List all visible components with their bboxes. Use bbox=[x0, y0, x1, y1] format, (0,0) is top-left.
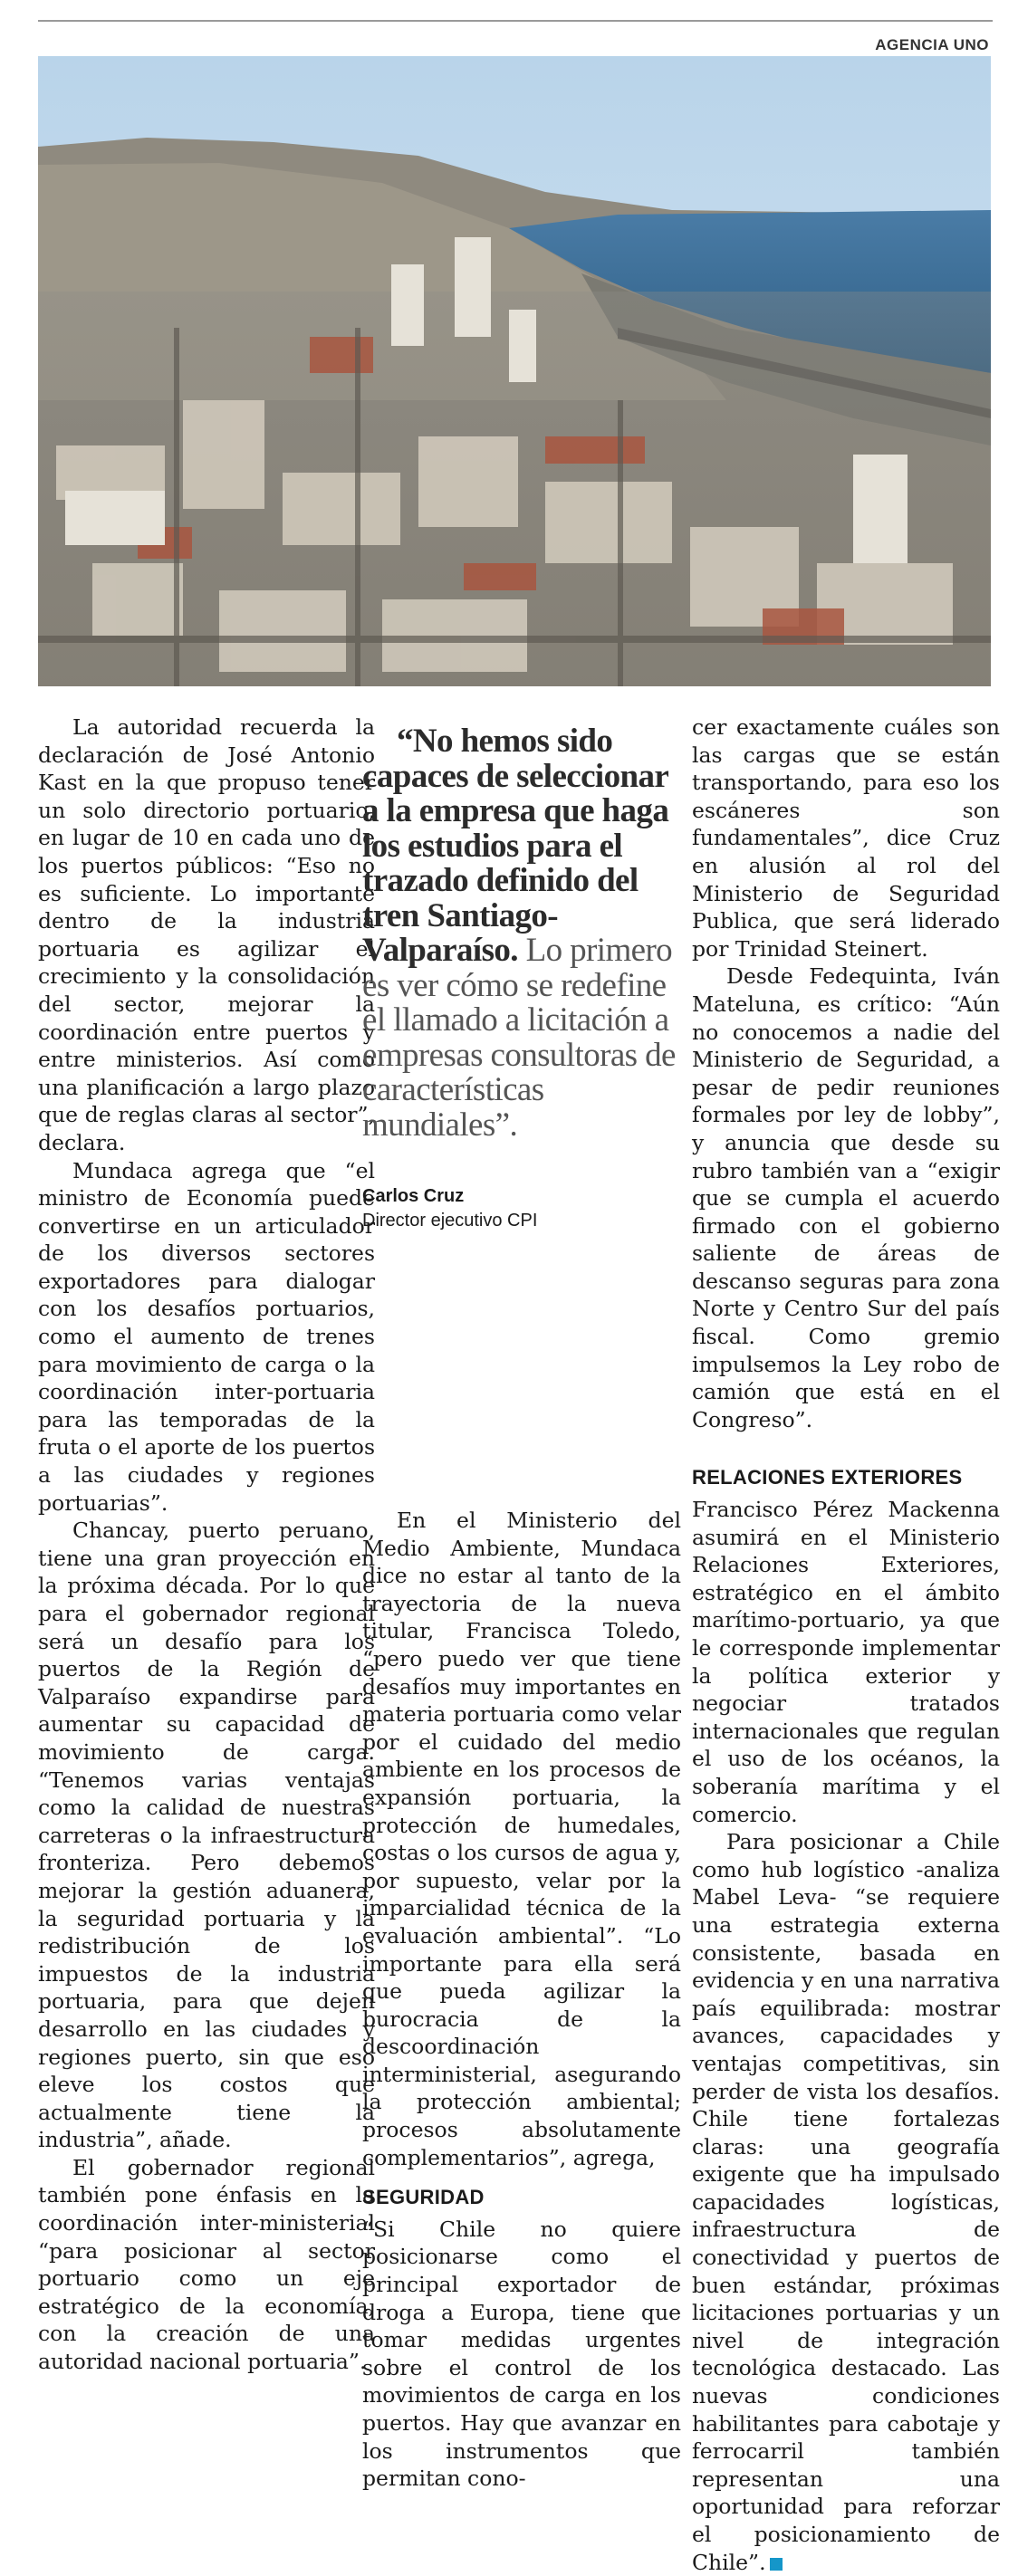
column-3 bbox=[692, 713, 1000, 2576]
column-2 bbox=[362, 1507, 681, 2493]
valparaiso-aerial-image bbox=[38, 56, 991, 686]
paragraph: La autoridad recuerda la declaración de José Antonio Kast en la que propuso tener un solo directorio portuario, en lugar de 10 en cada uno de los puertos públicos: “Eso no es suficiente. Lo importante dentro de la industria portuaria es agilizar el crecimiento y la consolidación del sector, mejorar la coordinación entre puertos y entre ministerios. Así como una planificación a largo plazo que de reglas claras al sector”, declara. bbox=[38, 714, 375, 1155]
paragraph: cer exactamente cuáles son las cargas que se están transportando, para eso los escáneres son fundamentales”, dice Cruz en alusión al rol del Ministerio de Seguridad Publica, que será liderado por Trinidad Steinert. bbox=[692, 714, 1000, 962]
top-rule bbox=[38, 20, 993, 22]
paragraph: “Si Chile no quiere posicionarse como el principal exportador de droga a Europa, tiene que tomar medidas urgentes sobre el control de los movimientos de carga en los puertos. Hay que avanzar en los instrumentos que permitan cono- bbox=[362, 2216, 681, 2492]
paragraph bbox=[692, 1828, 1000, 2576]
paragraph: Francisco Pérez Mackenna asumirá en el Ministerio Relaciones Exteriores, estratégico en el ámbito marítimo-portuario, ya que le corresponde implementar la política exterior y negociar tratados internacionales que regulan el uso de los océanos, la soberanía marítima y el comercio. bbox=[692, 1497, 1000, 1827]
paragraph: Chancay, puerto peruano, tiene una gran proyección en la próxima década. Por lo que para el gobernador regional será un desafío para los puertos de la Región de Valparaíso expandirse para aumentar su capacidad de movimiento de carga. “Tenemos varias ventajas como la calidad de nuestras carreteras o la infraestructura fronteriza. Pero debemos mejorar la gestión aduanera, la seguridad portuaria y la redistribución de los impuestos de la industria portuaria, para que dejen desarrollo en las ciudades y regiones puerto, sin que eso eleve los costos que actualmente tiene la industria”, añade. bbox=[38, 1518, 375, 2153]
quote-attribution bbox=[362, 1184, 681, 1233]
paragraph: Mundaca agrega que “el ministro de Economía puede convertirse en un articulador de los diversos sectores exportadores para dialogar con los desafíos portuarios, como el aumento de trenes para movimiento de carga o la coordinación inter-portuaria para las temporadas de la fruta o el aporte de los puertos a las ciudades y regiones portuarias”. bbox=[38, 1157, 375, 1516]
section-heading-relaciones: RELACIONES EXTERIORES bbox=[692, 1466, 963, 1489]
photo-credit: AGENCIA UNO bbox=[875, 36, 989, 53]
paragraph: Desde Fedequinta, Iván Mateluna, es crítico: “Aún no conocemos a nadie del Ministerio de Seguridad, a pesar de pedir reuniones formales por ley de lobby”, y anuncia que desde su rubro también van a “exigir que se cumpla el acuerdo firmado con el gobierno saliente de áreas de descanso seguras para zona Norte y Centro Sur del país fiscal. Como gremio impulsemos la Ley robo de camión que está en el Congreso”. bbox=[692, 963, 1000, 1432]
pull-quote-light: Lo primero es ver cómo se redefine el llamado a licitación a empresas consultoras de características mundiales”. bbox=[362, 932, 676, 1144]
pull-quote-bold: “No hemos sido capaces de seleccionar a la empresa que haga los estudios para el trazado definido del tren Santiago-Valparaíso. bbox=[362, 723, 669, 969]
section-heading-seguridad: SEGURIDAD bbox=[362, 2186, 485, 2209]
quote-author: Carlos Cruz bbox=[362, 1186, 465, 1206]
paragraph: El gobernador regional también pone énfasis en la coordinación inter-ministerial “para posicionar al sector portuario como un eje estratégico de la economía, con la creación de una autoridad nacional portuaria”. bbox=[38, 2154, 375, 2375]
column-1 bbox=[38, 713, 375, 2376]
paragraph-text: Para posicionar a Chile como hub logístico -analiza Mabel Leva- “se requiere una estrategia externa consistente, basada en evidencia y en una narrativa país equilibrada: mostrar avances, capacidades y ventajas competitivas, sin perder de vista los desafíos. Chile tiene fortalezas claras: una geografía exigente que ha impulsado capacidades logísticas, infraestructura de conectividad y puertos de buen estándar, próximas licitaciones portuarias y un nivel de integración tecnológica destacado. Las nuevas condiciones habilitantes para cabotaje y ferrocarril también representan una oportunidad para reforzar el posicionamiento de Chile”. bbox=[692, 1829, 1000, 2575]
end-mark-icon bbox=[770, 2558, 783, 2571]
paragraph: En el Ministerio del Medio Ambiente, Mundaca dice no estar al tanto de la trayectoria de la nueva titular, Francisca Toledo, “pero puedo ver que tiene desafíos muy importantes en materia portuaria como velar por el cuidado del medio ambiente en los procesos de expansión portuaria, la protección de humedales, costas o los cursos de agua y, por supuesto, velar por la imparcialidad técnica de la evaluación ambiental”. “Lo importante para ella será que pueda agilizar la burocracia de la descoordinación interministerial, asegurando la protección ambiental; procesos absolutamente complementarios”, agrega, bbox=[362, 1508, 681, 2170]
pull-quote-block bbox=[362, 724, 681, 1233]
pull-quote bbox=[362, 724, 681, 1143]
quote-author-role: Director ejecutivo CPI bbox=[362, 1211, 538, 1231]
article-photo bbox=[38, 56, 991, 686]
